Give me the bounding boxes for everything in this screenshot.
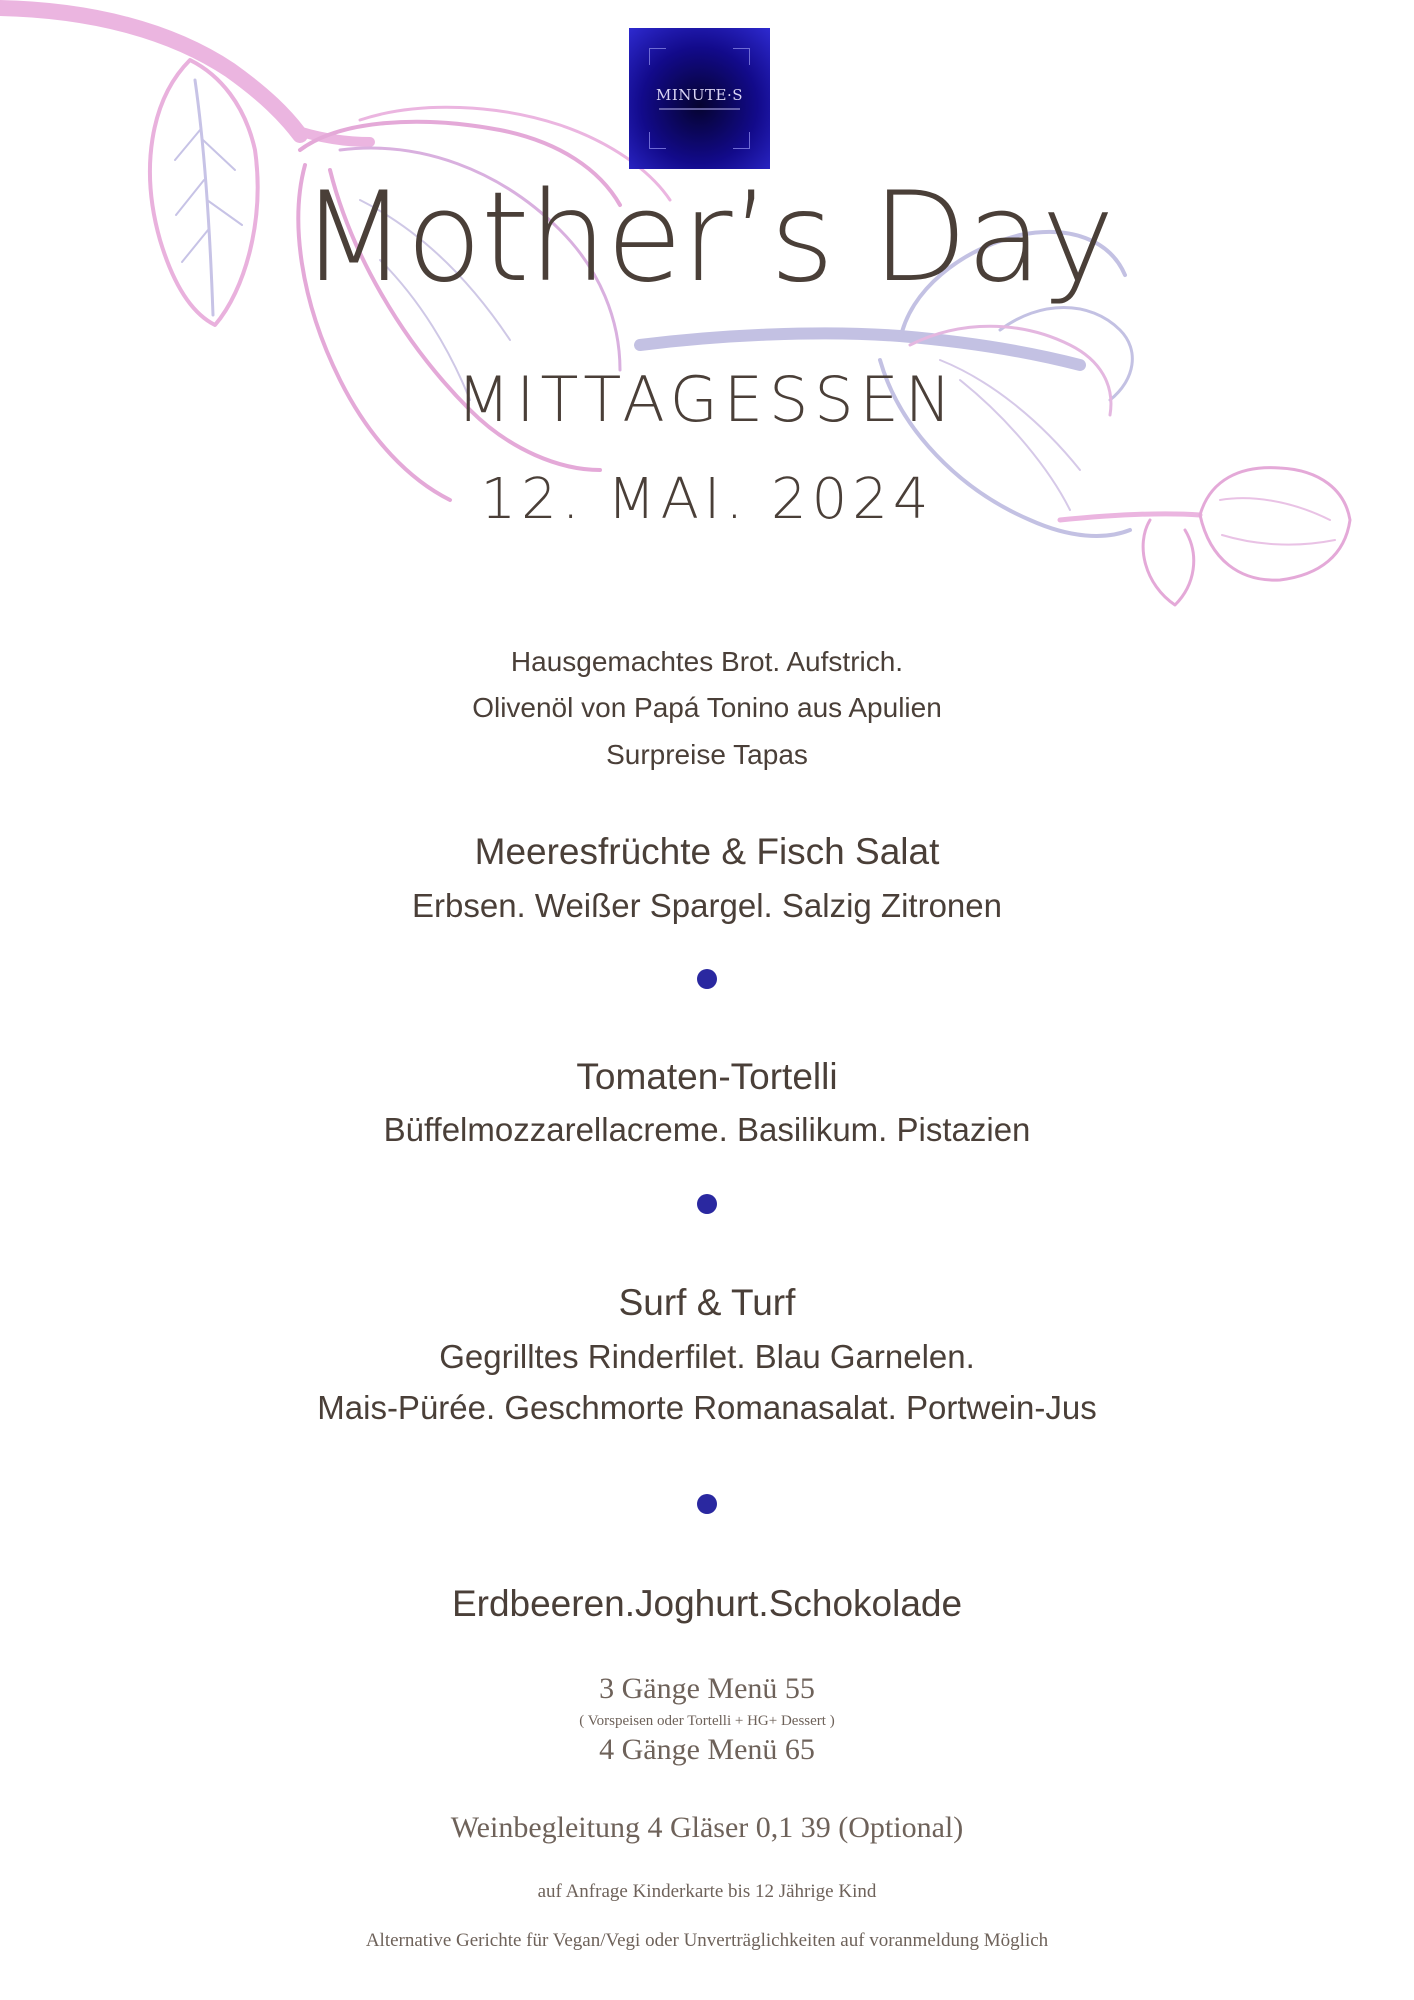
logo-corner-mark: [733, 132, 750, 149]
course-separator-dot: [697, 1494, 717, 1514]
page-title: Mother’s Day: [300, 166, 1114, 310]
logo-corner-mark: [649, 132, 666, 149]
dietary-alternatives-note: Alternative Gerichte für Vegan/Vegi oder Unverträglichkeiten auf voranmeldung Möglich: [365, 1930, 1049, 1951]
menu-price-4-courses: 4 Gänge Menü 65: [599, 1733, 815, 1766]
course-description: Büffelmozzarellacreme. Basilikum. Pistazien: [383, 1111, 1031, 1148]
menu-price-3-courses: 3 Gänge Menü 55: [599, 1672, 815, 1705]
page-subtitle: MITTAGESSEN: [456, 363, 958, 436]
starter-item: Surpreise Tapas: [606, 739, 808, 770]
starter-item: Olivenöl von Papá Tonino aus Apulien: [472, 692, 942, 723]
course-description: Gegrilltes Rinderfilet. Blau Garnelen.: [439, 1338, 975, 1375]
course-separator-dot: [697, 1194, 717, 1214]
starter-item: Hausgemachtes Brot. Aufstrich.: [510, 646, 904, 677]
logo-corner-mark: [733, 48, 750, 65]
restaurant-logo: [629, 28, 770, 169]
course-title: Meeresfrüchte & Fisch Salat: [474, 831, 940, 872]
logo-corner-mark: [649, 48, 666, 65]
course-title: Erdbeeren.Joghurt.Schokolade: [451, 1583, 963, 1624]
logo-tagline-rule: [659, 108, 740, 110]
course-separator-dot: [697, 969, 717, 989]
course-description: Erbsen. Weißer Spargel. Salzig Zitronen: [412, 887, 1002, 924]
course-description: Mais-Pürée. Geschmorte Romanasalat. Portwein-Jus: [317, 1389, 1097, 1426]
course-title: Tomaten-Tortelli: [576, 1056, 838, 1097]
wine-pairing: Weinbegleitung 4 Gläser 0,1 39 (Optional): [450, 1811, 964, 1844]
kids-menu-note: auf Anfrage Kinderkarte bis 12 Jährige Kind: [537, 1881, 877, 1902]
menu-price-note: ( Vorspeisen oder Tortelli + HG+ Dessert ): [579, 1713, 835, 1729]
logo-wordmark: MINUTE·S: [655, 86, 744, 104]
event-date: 12. MAI. 2024: [480, 467, 934, 532]
course-title: Surf & Turf: [618, 1282, 796, 1323]
